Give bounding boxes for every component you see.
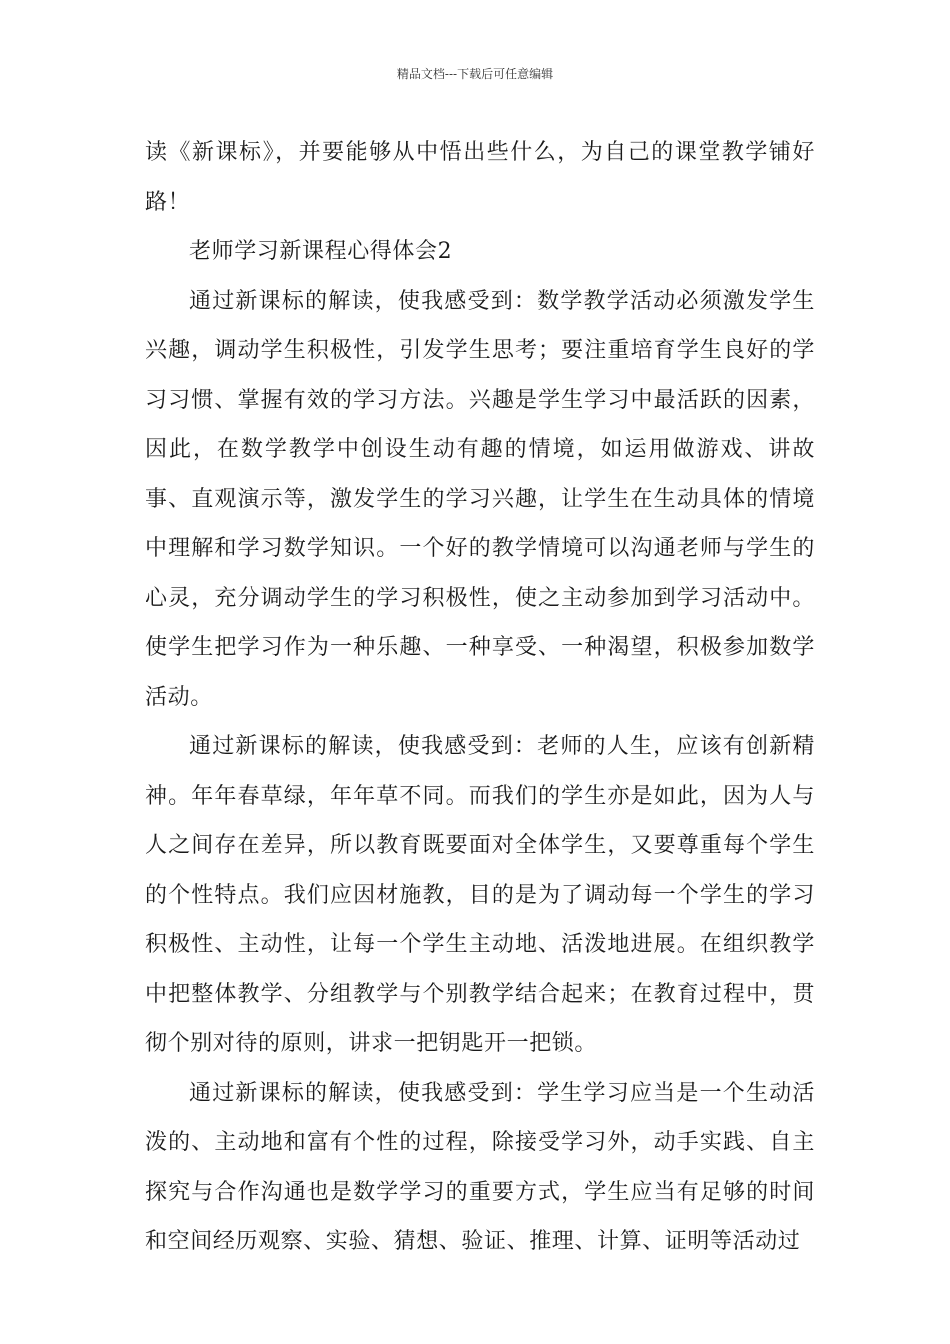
paragraph: 通过新课标的解读，使我感受到：数学教学活动必须激发学生兴趣，调动学生积极性，引发学生思考；要注重培育学生良好的学习习惯、掌握有效的学习方法。兴趣是学生学习中最活跃的因素，因此，在数学教学中创设生动有趣的情境，如运用做游戏、讲故事、直观演示等，激发学生的学习兴趣，让学生在生动具体的情境中理解和学习数学知识。一个好的教学情境可以沟通老师与学生的心灵，充分调动学生的学习积极性，使之主动参加到学习活动中。使学生把学习作为一种乐趣、一种享受、一种渴望，积极参加数学活动。 bbox=[145, 288, 815, 710]
page-header: 精品文档---下载后可任意编辑 bbox=[396, 67, 554, 81]
paragraph: 通过新课标的解读，使我感受到：老师的人生，应该有创新精神。年年春草绿，年年草不同。而我们的学生亦是如此，因为人与人之间存在差异，所以教育既要面对全体学生，又要尊重每个学生的个性特点。我们应因材施教，目的是为了调动每一个学生的学习积极性、主动性，让每一个学生主动地、活泼地进展。在组织教学中把整体教学、分组教学与个别教学结合起来；在教育过程中，贯彻个别对待的原则，讲求一把钥匙开一把锁。 bbox=[145, 734, 815, 1056]
section-heading: 老师学习新课程心得体会2 bbox=[189, 239, 453, 264]
document-body bbox=[145, 128, 815, 1267]
paragraph-continuation: 读《新课标》，并要能够从中悟出些什么，为自己的课堂教学铺好路！ bbox=[145, 140, 815, 215]
paragraph: 通过新课标的解读，使我感受到：学生学习应当是一个生动活泼的、主动地和富有个性的过程，除接受学习外，动手实践、自主探究与合作沟通也是数学学习的重要方式，学生应当有足够的时间和空间经历观察、实验、猜想、验证、推理、计算、证明等活动过 bbox=[145, 1080, 815, 1254]
